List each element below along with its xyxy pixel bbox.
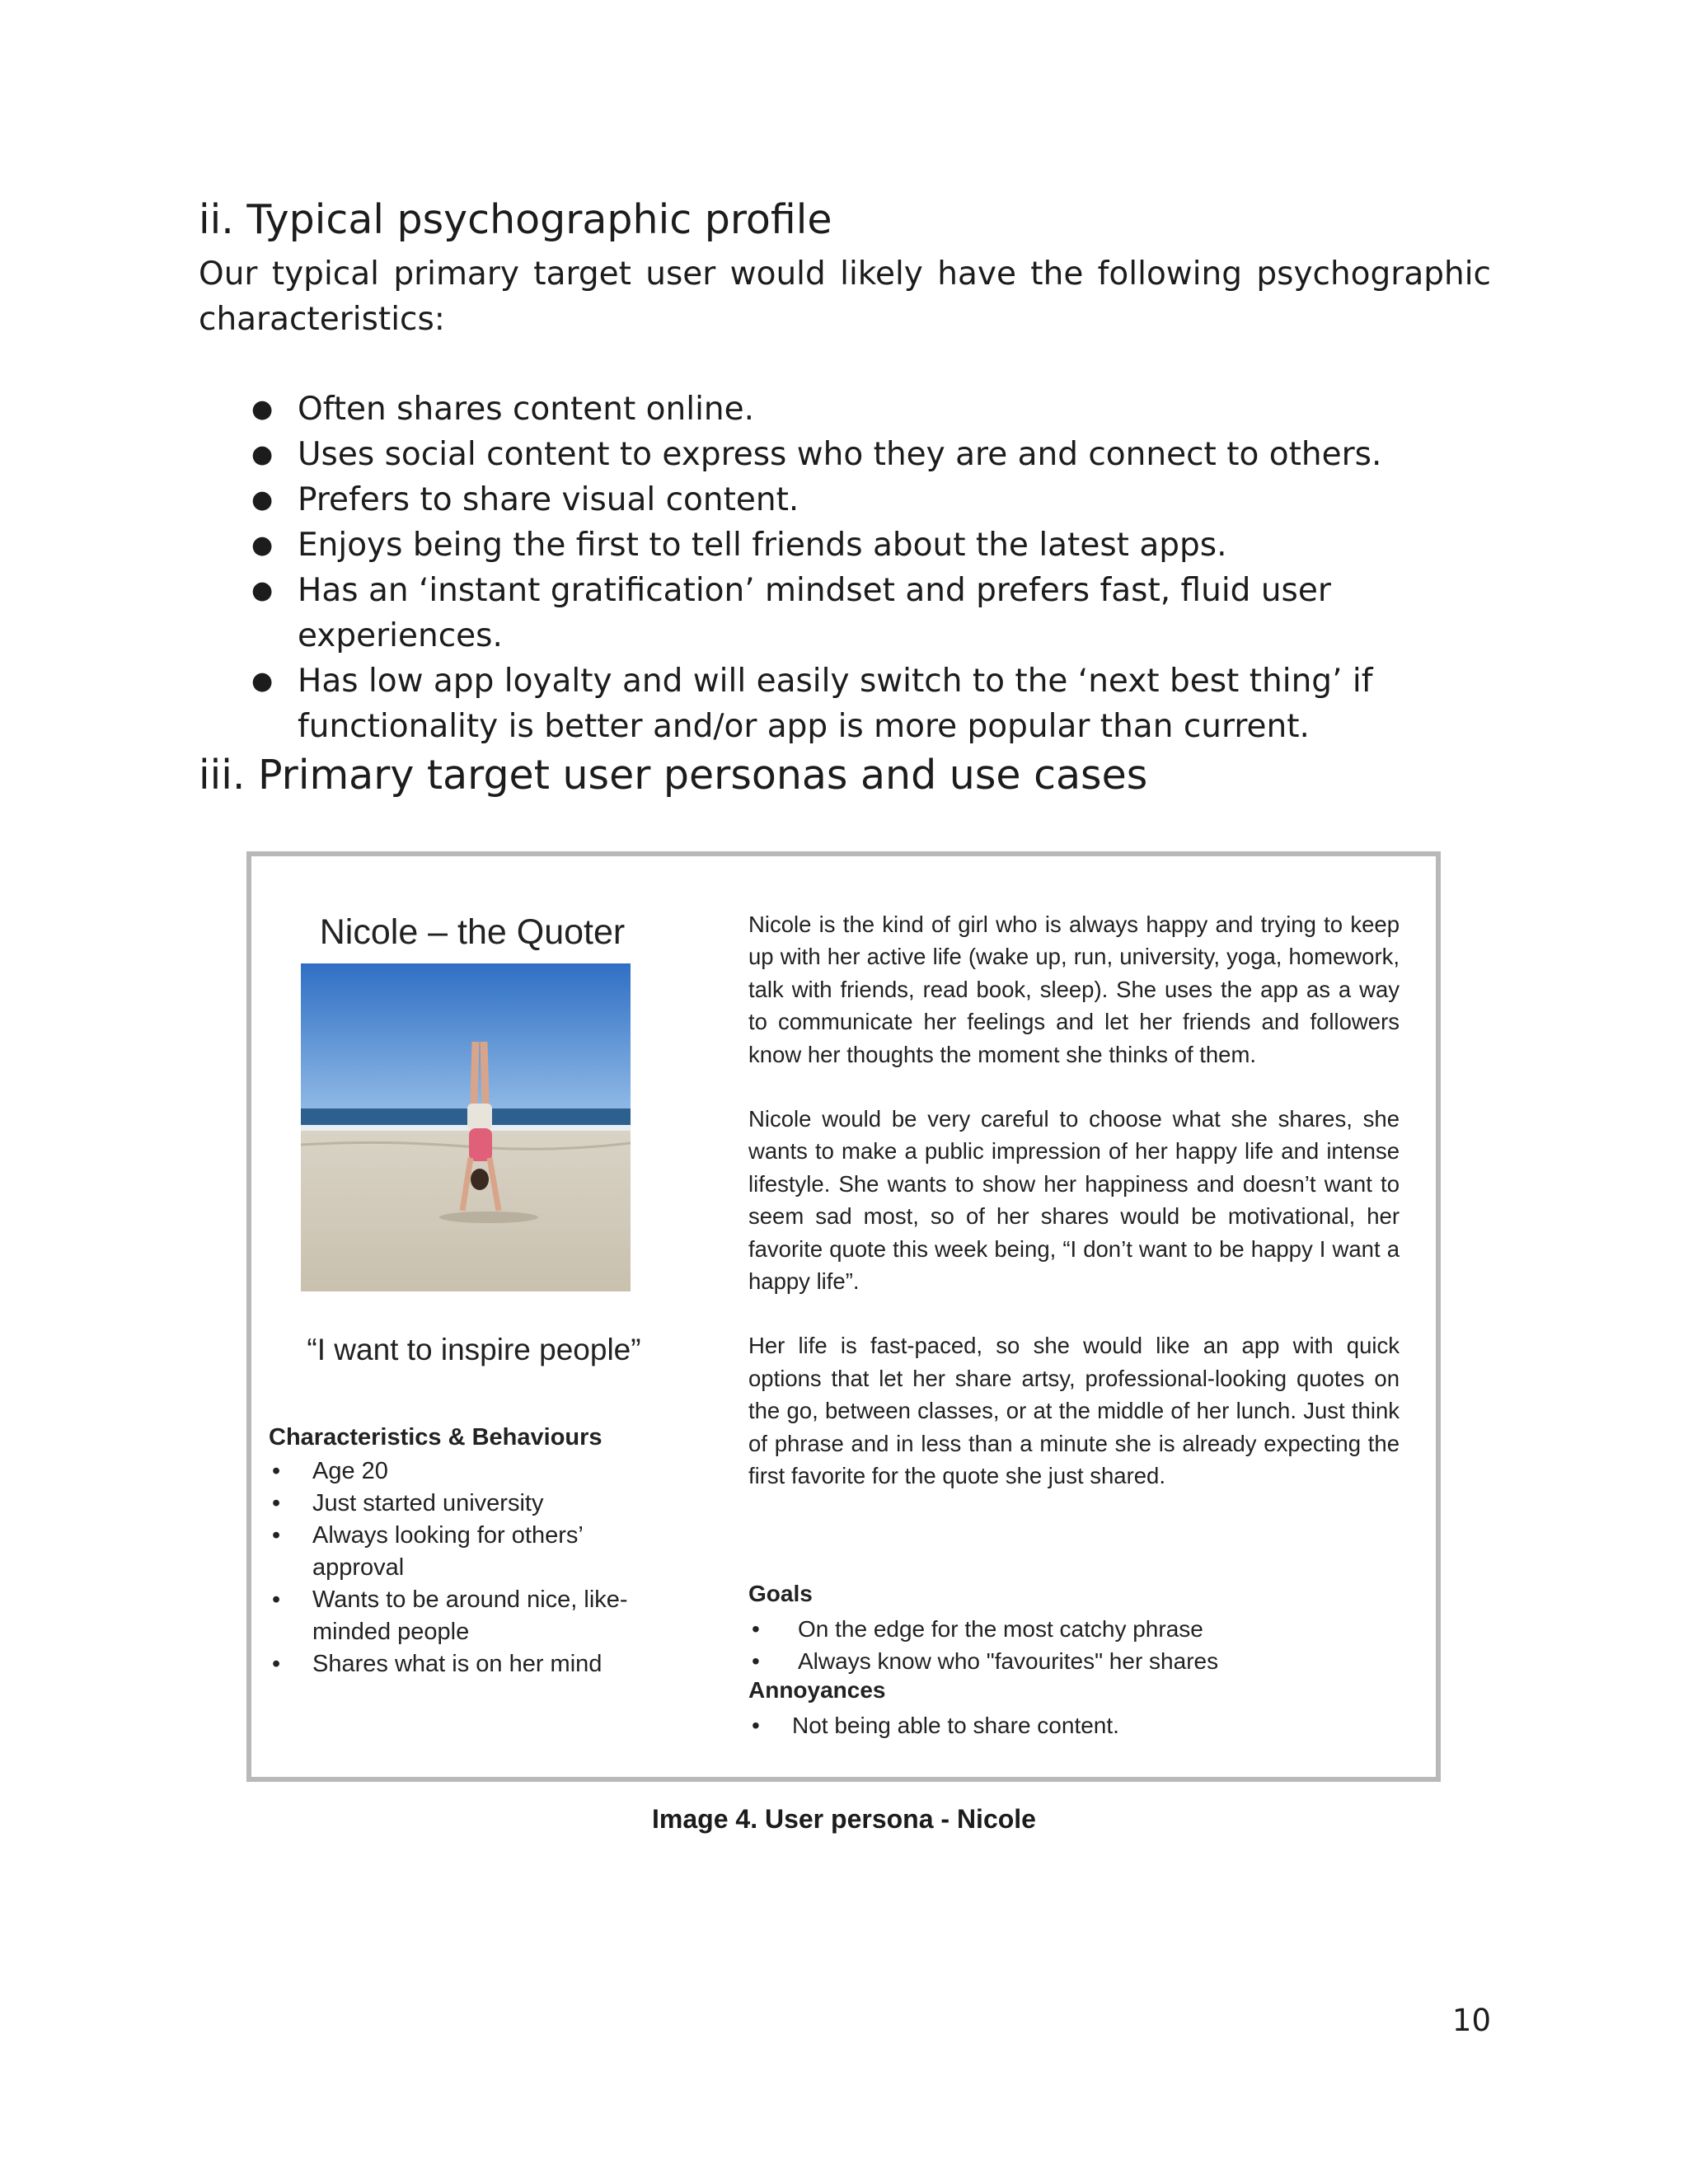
persona-photo bbox=[301, 963, 631, 1291]
list-item: • Always looking for others’ approval bbox=[269, 1520, 664, 1584]
intro-paragraph: Our typical primary target user would likely have the following psychographic characteristics: bbox=[199, 255, 1491, 338]
characteristics-list bbox=[269, 1455, 664, 1680]
page-number: 10 bbox=[1451, 2003, 1491, 2038]
beach-handstand-image bbox=[301, 963, 631, 1291]
psychographic-bullet-list bbox=[251, 387, 1504, 749]
story-paragraph: Nicole would be very careful to choose what she shares, she wants to make a public impression of her happy life and intense lifestyle. She wants to show her happiness and doesn’t want to seem sad most, so of her shares would be motivational, her favorite quote this week being, “I don’t want to be happy I want a happy life”. bbox=[748, 1106, 1400, 1295]
annoyances-list bbox=[748, 1709, 1400, 1741]
list-item: ● Prefers to share visual content. bbox=[251, 477, 1504, 523]
persona-name: Nicole – the Quoter bbox=[319, 912, 626, 952]
figure-caption: Image 4. User persona - Nicole bbox=[652, 1804, 1036, 1834]
list-item: • Age 20 bbox=[269, 1455, 664, 1488]
section-heading-psychographic: ii. Typical psychographic profile bbox=[199, 196, 832, 243]
list-item: ● Often shares content online. bbox=[251, 387, 1504, 432]
list-item: ● Enjoys being the first to tell friends about the latest apps. bbox=[251, 523, 1504, 568]
annoyances-heading: Annoyances bbox=[748, 1677, 886, 1703]
list-item: ● Uses social content to express who they are and connect to others. bbox=[251, 432, 1504, 477]
list-item: ● Has low app loyalty and will easily switch to the ‘next best thing’ if functionality is better and/or app is more popular than current. bbox=[251, 658, 1504, 749]
list-item: • On the edge for the most catchy phrase bbox=[748, 1613, 1400, 1645]
list-item: • Always know who "favourites" her shares bbox=[748, 1645, 1400, 1677]
section-heading-personas: iii. Primary target user personas and use cases bbox=[199, 752, 1148, 799]
persona-card bbox=[246, 851, 1441, 1782]
story-paragraph: Her life is fast-paced, so she would like an app with quick options that let her share artsy, professional-looking quotes on the go, between classes, or at the middle of her lunch. Just think of phrase and in less than a minute she is already expecting the first favorite for the quote she just shared. bbox=[748, 1333, 1400, 1489]
persona-quote: “I want to inspire people” bbox=[307, 1333, 641, 1366]
characteristics-heading: Characteristics & Behaviours bbox=[269, 1424, 603, 1451]
list-item: • Not being able to share content. bbox=[748, 1709, 1400, 1741]
goals-heading: Goals bbox=[748, 1581, 813, 1606]
goals-list bbox=[748, 1613, 1400, 1677]
list-item: • Shares what is on her mind bbox=[269, 1648, 664, 1680]
story-paragraph: Nicole is the kind of girl who is always happy and trying to keep up with her active life (wake up, run, university, yoga, homework, talk with friends, read book, sleep). She uses the app as a way to communicate her feelings and let her friends and followers know her thoughts the moment she thinks of them. bbox=[748, 912, 1400, 1067]
list-item: ● Has an ‘instant gratification’ mindset and prefers fast, fluid user experiences. bbox=[251, 568, 1504, 658]
persona-story bbox=[748, 908, 1400, 1525]
list-item: • Just started university bbox=[269, 1488, 664, 1520]
list-item: • Wants to be around nice, like-minded people bbox=[269, 1584, 664, 1648]
